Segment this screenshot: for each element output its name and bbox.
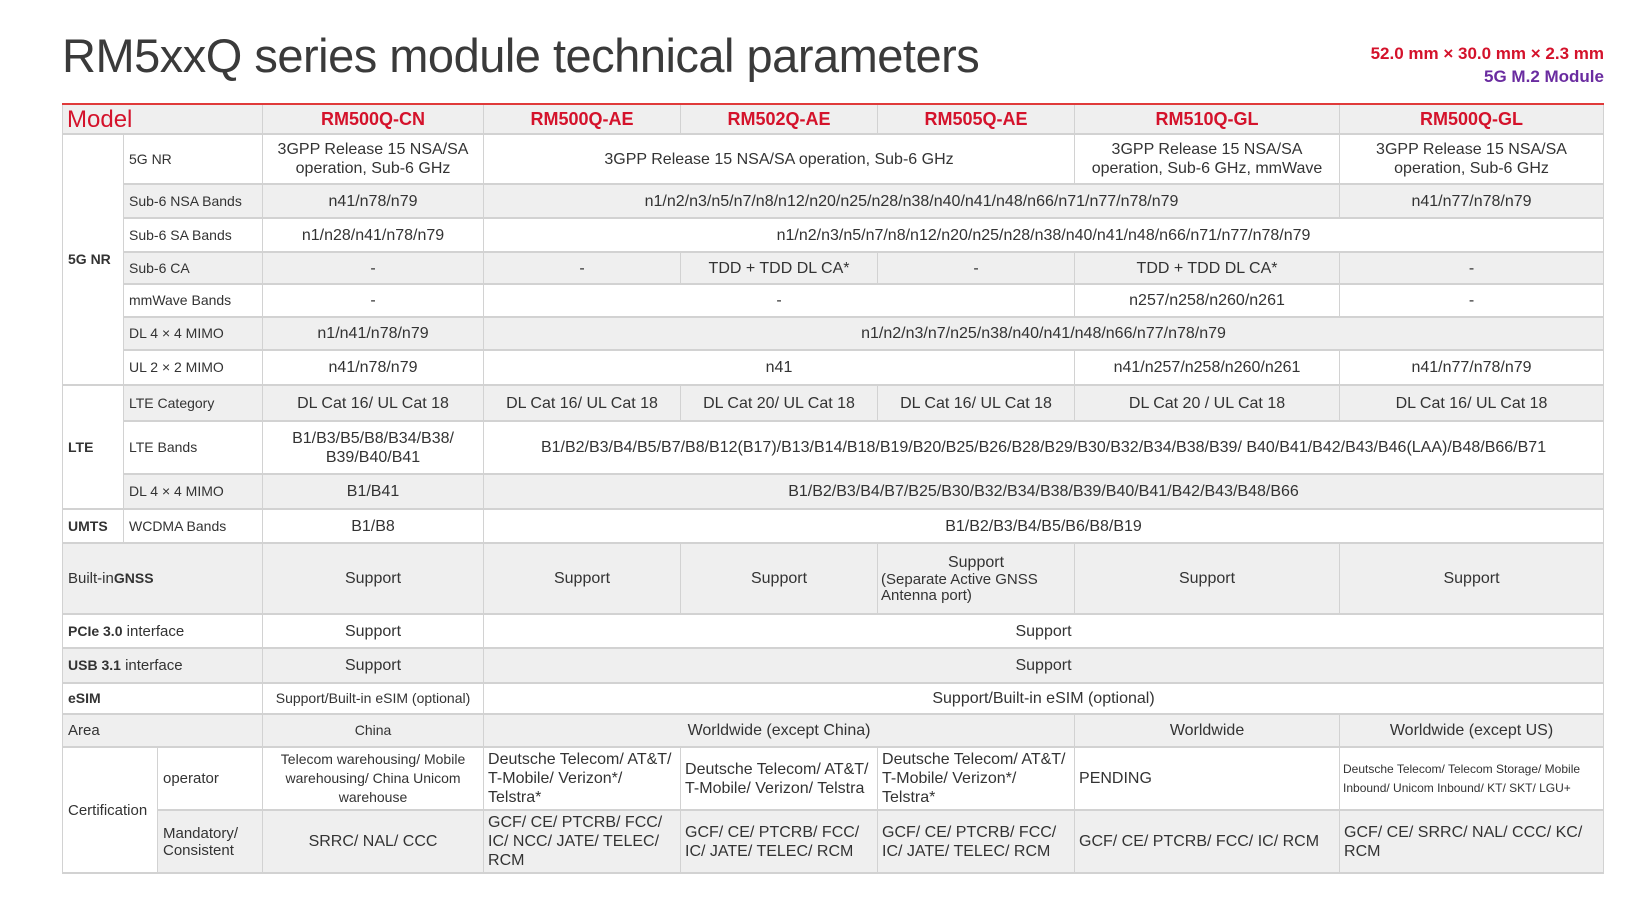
table-row	[63, 509, 1604, 543]
cell: Worldwide (except China)	[484, 714, 1075, 747]
table-row	[63, 252, 1604, 284]
model-rm500q-ae: RM500Q-AE	[484, 104, 681, 134]
cell: Support/Built-in eSIM (optional)	[263, 683, 484, 714]
row-label: mmWave Bands	[124, 284, 263, 317]
header-row	[63, 104, 1604, 134]
table-row	[63, 648, 1604, 683]
cell: DL Cat 16/ UL Cat 18	[484, 385, 681, 421]
row-label: DL 4 × 4 MIMO	[124, 317, 263, 350]
cell: Telecom warehousing/ Mobile warehousing/ China Unicom warehouse	[263, 747, 484, 810]
category-lte: LTE	[63, 385, 124, 509]
row-label: Sub-6 CA	[124, 252, 263, 284]
cell: Deutsche Telecom/ AT&T/ T-Mobile/ Verizon/ Telstra	[681, 747, 878, 810]
cell: B1/B41	[263, 474, 484, 509]
table-row	[63, 350, 1604, 385]
cell: -	[484, 252, 681, 284]
cell: DL Cat 20 / UL Cat 18	[1075, 385, 1340, 421]
category-certification: Certification	[63, 747, 158, 873]
cell: Deutsche Telecom/ AT&T/ T-Mobile/ Verizon*/ Telstra*	[878, 747, 1075, 810]
cell: DL Cat 16/ UL Cat 18	[263, 385, 484, 421]
cell: Support	[484, 543, 681, 614]
cell: Support	[484, 614, 1604, 648]
label-part: GNSS	[113, 570, 154, 586]
cell: Deutsche Telecom/ Telecom Storage/ Mobile Inbound/ Unicom Inbound/ KT/ SKT/ LGU+	[1340, 747, 1604, 810]
cell: -	[484, 284, 1075, 317]
cell: Support	[263, 543, 484, 614]
cell-line: Support	[947, 554, 1005, 571]
cell: B1/B2/B3/B4/B5/B6/B8/B19	[484, 509, 1604, 543]
table-row	[63, 317, 1604, 350]
row-label: 5G NR	[124, 134, 263, 184]
row-label: Sub-6 SA Bands	[124, 218, 263, 252]
dimensions: 52.0 mm × 30.0 mm × 2.3 mm	[1370, 44, 1604, 63]
cell: B1/B2/B3/B4/B7/B25/B30/B32/B34/B38/B39/B40/B41/B42/B43/B48/B66	[484, 474, 1604, 509]
row-label: Sub-6 NSA Bands	[124, 184, 263, 218]
model-rm505q-ae: RM505Q-AE	[878, 104, 1075, 134]
row-label-pcie	[63, 614, 263, 648]
table-row	[63, 421, 1604, 474]
cell: n257/n258/n260/n261	[1075, 284, 1340, 317]
row-label: WCDMA Bands	[124, 509, 263, 543]
cell: Support	[681, 543, 878, 614]
cell: Worldwide	[1075, 714, 1340, 747]
cell: B1/B3/B5/B8/B34/B38/ B39/B40/B41	[263, 421, 484, 474]
row-label: LTE Category	[124, 385, 263, 421]
cell: DL Cat 16/ UL Cat 18	[878, 385, 1075, 421]
cell: n1/n28/n41/n78/n79	[263, 218, 484, 252]
label-part: USB 3.1	[68, 657, 121, 673]
row-label: Mandatory/ Consistent	[158, 810, 263, 873]
cell: Support	[263, 614, 484, 648]
cell: n1/n2/n3/n5/n7/n8/n12/n20/n25/n28/n38/n40/n41/n48/n66/n71/n77/n78/n79	[484, 184, 1340, 218]
category-umts: UMTS	[63, 509, 124, 543]
cell: TDD + TDD DL CA*	[1075, 252, 1340, 284]
cell: -	[1340, 252, 1604, 284]
cell: -	[1340, 284, 1604, 317]
cell: China	[263, 714, 484, 747]
cell: Support	[1340, 543, 1604, 614]
row-label: LTE Bands	[124, 421, 263, 474]
row-label-gnss	[63, 543, 263, 614]
cell: DL Cat 16/ UL Cat 18	[1340, 385, 1604, 421]
cell: B1/B2/B3/B4/B5/B7/B8/B12(B17)/B13/B14/B18/B19/B20/B25/B26/B28/B29/B30/B32/B34/B38/B39/ B40/B41/B42/B43/B46(LAA)/B48/B66/B71	[484, 421, 1604, 474]
cell: 3GPP Release 15 NSA/SA operation, Sub-6 GHz	[1340, 134, 1604, 184]
table-row	[63, 614, 1604, 648]
row-label-usb	[63, 648, 263, 683]
table-row	[63, 683, 1604, 714]
cell: n41/n78/n79	[263, 184, 484, 218]
cell: -	[263, 252, 484, 284]
model-header: Model	[63, 104, 263, 134]
table-row	[63, 474, 1604, 509]
label-part: PCIe 3.0	[68, 622, 123, 639]
cell: B1/B8	[263, 509, 484, 543]
cell: 3GPP Release 15 NSA/SA operation, Sub-6 GHz	[484, 134, 1075, 184]
label-part: interface	[120, 657, 183, 674]
table-row	[63, 218, 1604, 252]
cell: Worldwide (except US)	[1340, 714, 1604, 747]
cell: n1/n2/n3/n7/n25/n38/n40/n41/n48/n66/n77/n78/n79	[484, 317, 1604, 350]
cell: 3GPP Release 15 NSA/SA operation, Sub-6 GHz, mmWave	[1075, 134, 1340, 184]
row-label: UL 2 × 2 MIMO	[124, 350, 263, 385]
table-row	[63, 385, 1604, 421]
cell: Deutsche Telecom/ AT&T/ T-Mobile/ Verizon*/ Telstra*	[484, 747, 681, 810]
cell: Support	[484, 648, 1604, 683]
cell: n41/n257/n258/n260/n261	[1075, 350, 1340, 385]
cell: TDD + TDD DL CA*	[681, 252, 878, 284]
cell: DL Cat 20/ UL Cat 18	[681, 385, 878, 421]
table-row	[63, 714, 1604, 747]
model-rm510q-gl: RM510Q-GL	[1075, 104, 1340, 134]
page-title: RM5xxQ series module technical parameters	[62, 29, 980, 82]
model-rm500q-cn: RM500Q-CN	[263, 104, 484, 134]
module-size-info	[1371, 42, 1604, 88]
model-rm502q-ae: RM502Q-AE	[681, 104, 878, 134]
cell: -	[263, 284, 484, 317]
cell: GCF/ CE/ PTCRB/ FCC/ IC/ RCM	[1075, 810, 1340, 873]
table-row	[63, 747, 1604, 810]
cell: n1/n41/n78/n79	[263, 317, 484, 350]
cell	[878, 543, 1075, 614]
cell: n41	[484, 350, 1075, 385]
category-5g-nr: 5G NR	[63, 134, 124, 385]
spec-table	[62, 103, 1604, 874]
label-part: interface	[122, 622, 185, 640]
cell: PENDING	[1075, 747, 1340, 810]
cell: -	[878, 252, 1075, 284]
table-row	[63, 284, 1604, 317]
row-label-esim: eSIM	[63, 683, 263, 714]
row-label: operator	[158, 747, 263, 810]
cell-note: (Separate Active GNSS Antenna port)	[881, 571, 1038, 604]
cell: n41/n77/n78/n79	[1340, 184, 1604, 218]
cell: Support/Built-in eSIM (optional)	[484, 683, 1604, 714]
table-row	[63, 810, 1604, 873]
cell: n41/n78/n79	[263, 350, 484, 385]
cell: 3GPP Release 15 NSA/SA operation, Sub-6 GHz	[263, 134, 484, 184]
table-row	[63, 134, 1604, 184]
cell: n1/n2/n3/n5/n7/n8/n12/n20/n25/n28/n38/n40/n41/n48/n66/n71/n77/n78/n79	[484, 218, 1604, 252]
cell: n41/n77/n78/n79	[1340, 350, 1604, 385]
row-label: DL 4 × 4 MIMO	[124, 474, 263, 509]
cell: GCF/ CE/ PTCRB/ FCC/ IC/ JATE/ TELEC/ RCM	[878, 810, 1075, 873]
cell: GCF/ CE/ SRRC/ NAL/ CCC/ KC/ RCM	[1340, 810, 1604, 873]
row-label-area: Area	[63, 714, 263, 747]
cell: Support	[1075, 543, 1340, 614]
cell: Support	[263, 648, 484, 683]
label-part: Built-in	[68, 570, 114, 587]
table-row	[63, 543, 1604, 614]
form-factor: 5G M.2 Module	[1484, 67, 1604, 86]
cell: GCF/ CE/ PTCRB/ FCC/ IC/ JATE/ TELEC/ RCM	[681, 810, 878, 873]
model-rm500q-gl: RM500Q-GL	[1340, 104, 1604, 134]
cell: GCF/ CE/ PTCRB/ FCC/ IC/ NCC/ JATE/ TELEC/ RCM	[484, 810, 681, 873]
cell: SRRC/ NAL/ CCC	[263, 810, 484, 873]
table-row	[63, 184, 1604, 218]
